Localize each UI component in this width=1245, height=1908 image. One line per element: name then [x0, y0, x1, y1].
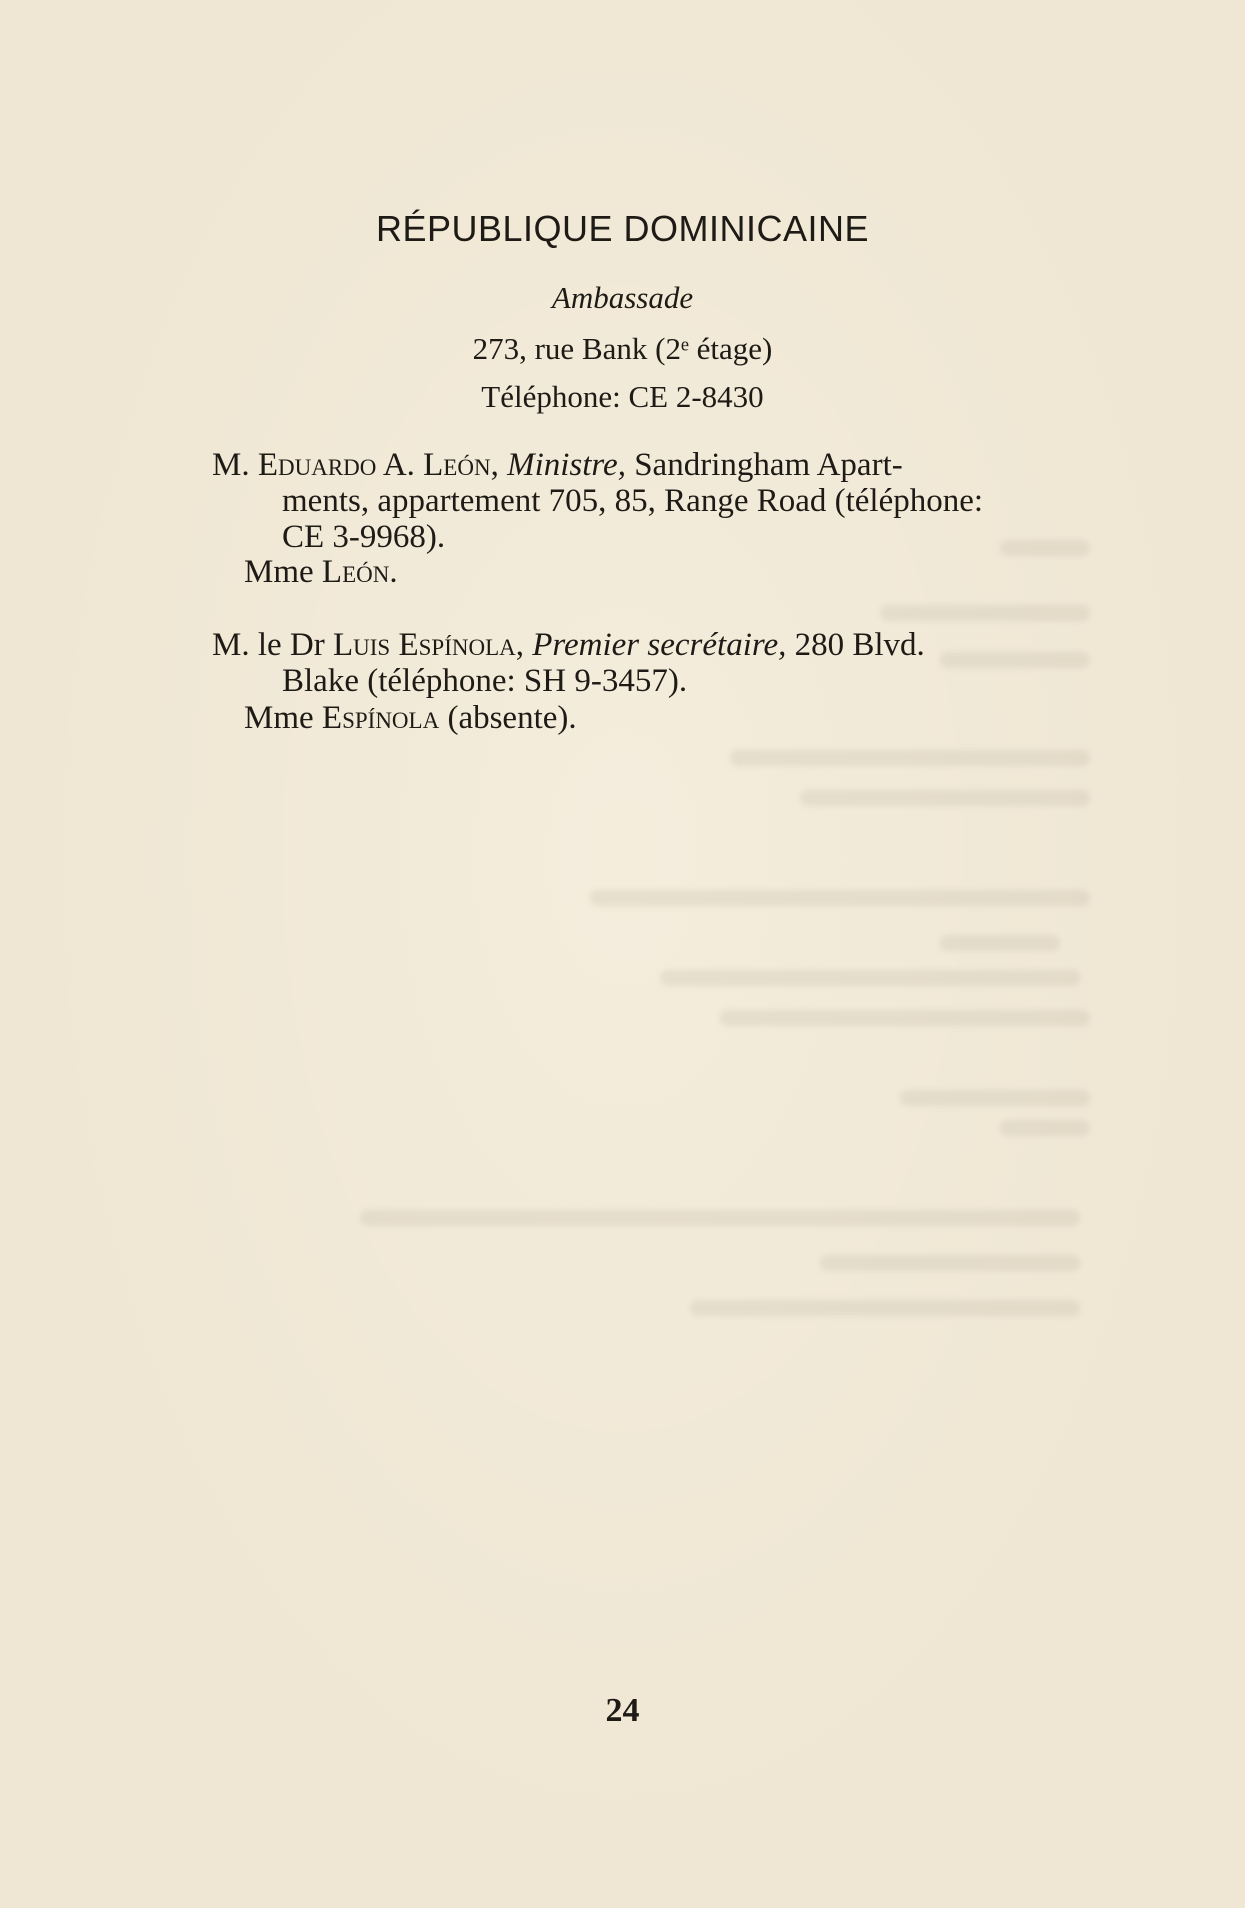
embassy-subtitle: Ambassade: [551, 280, 694, 315]
embassy-address: 273, rue Bank (2ᵉ étage): [472, 331, 773, 366]
spouse-entry: [244, 554, 398, 590]
diplomat-title: Premier secrétaire,: [532, 627, 787, 663]
diplomat-entry: [212, 627, 1122, 699]
diplomat-details-cont: CE 3-9968).: [282, 519, 446, 555]
diplomat-entry: [212, 447, 1122, 555]
diplomat-details-cont: ments, appartement 705, 85, Range Road (téléphone:: [282, 483, 984, 519]
spouse-name: Espínola: [321, 700, 440, 736]
spouse-entry: [244, 700, 577, 736]
spouse-prefix: Mme: [244, 700, 314, 736]
diplomat-details: 280 Blvd.: [794, 627, 925, 663]
entry-prefix: M. le Dr: [212, 627, 325, 663]
spouse-name: León.: [321, 554, 398, 590]
page-number: 24: [605, 1692, 640, 1729]
spouse-note: (absente).: [447, 700, 577, 736]
diplomat-title: Ministre,: [507, 447, 626, 483]
entry-prefix: M.: [212, 447, 250, 483]
diplomat-name: Luis Espínola,: [332, 627, 524, 663]
country-heading: RÉPUBLIQUE DOMINICAINE: [375, 208, 870, 249]
diplomat-name: Eduardo A. León,: [257, 447, 499, 483]
spouse-prefix: Mme: [244, 554, 314, 590]
embassy-phone: Téléphone: CE 2-8430: [481, 379, 764, 414]
diplomat-details: Sandringham Apart-: [634, 447, 903, 483]
diplomat-details-cont: Blake (téléphone: SH 9-3457).: [282, 663, 688, 699]
